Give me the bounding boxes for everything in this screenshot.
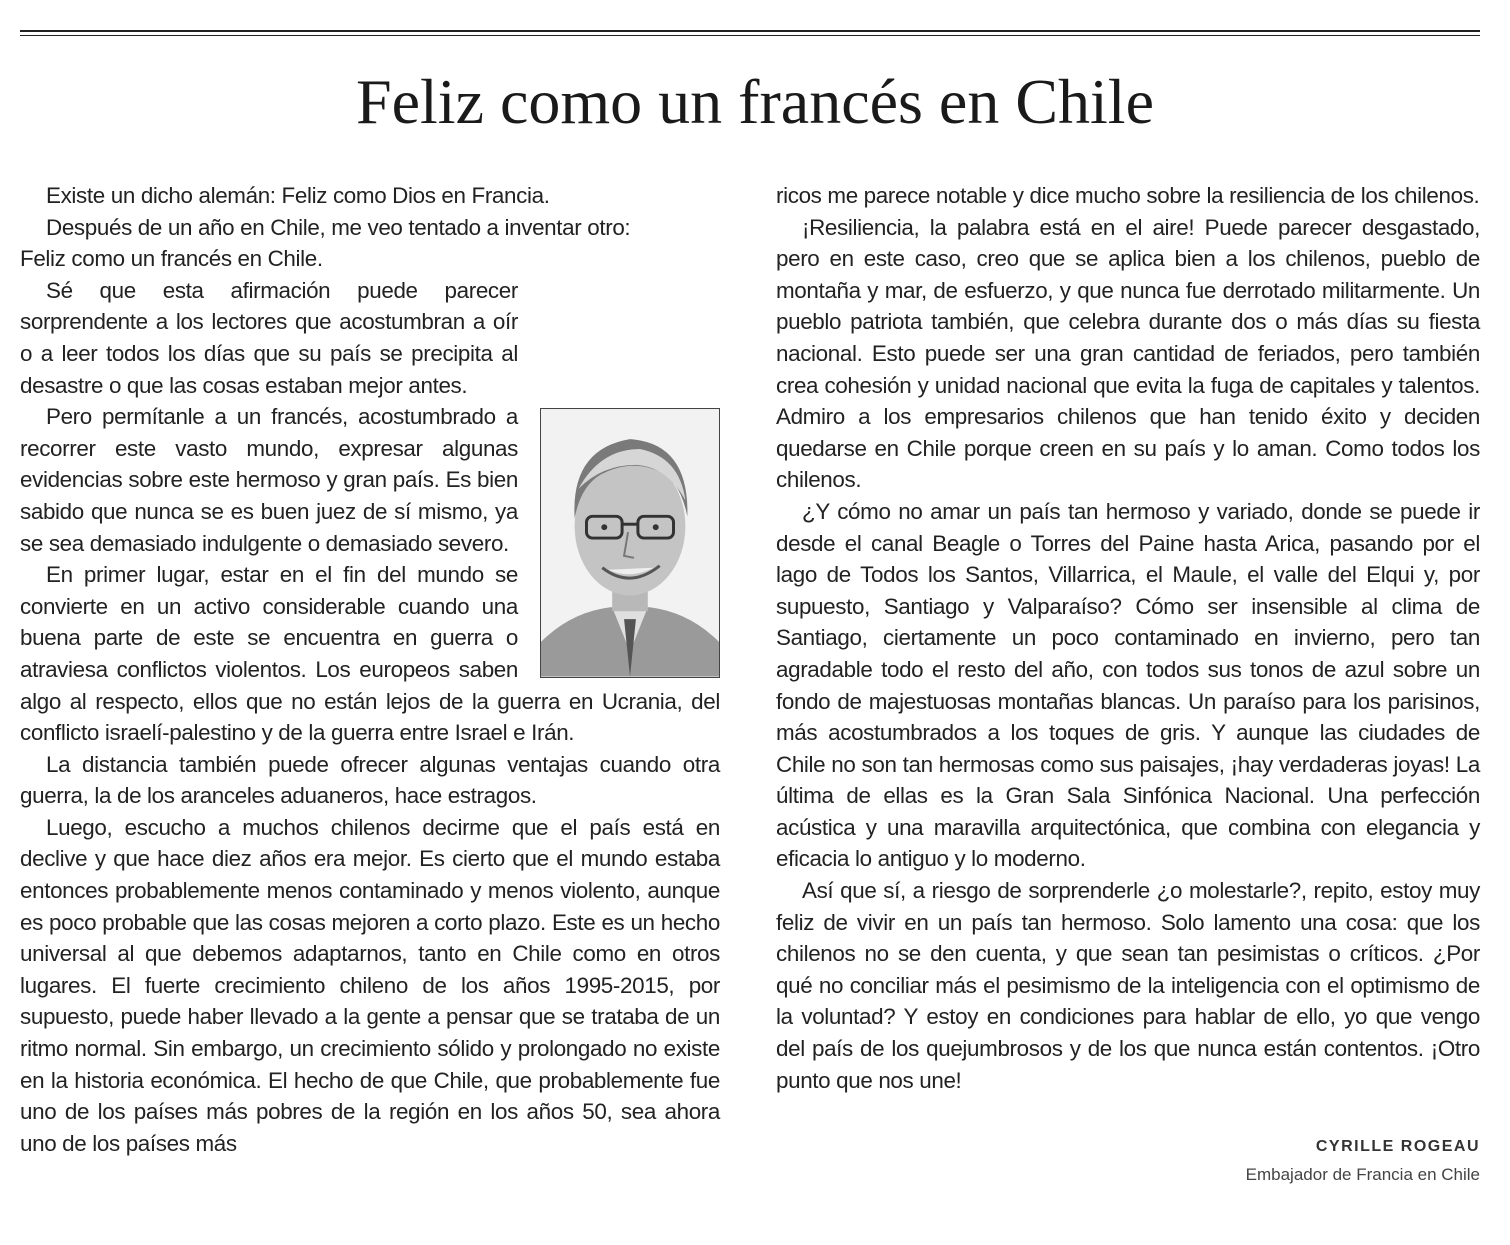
paragraph: Pero permítanle a un francés, acostumbrado a recorrer este vasto mundo, expresar algunas evidencias sobre este hermoso y gran país. Es bien sabido que nunca se es buen juez de sí mismo, ya se sea demasiado indulgente o demasiado severo. bbox=[20, 404, 518, 556]
author-name: CYRILLE ROGEAU bbox=[1315, 1138, 1480, 1155]
paragraph: En primer lugar, estar en el fin del mundo se convierte en un activo considerable cuando una buena parte de este se encuentra en guerra o atraviesa conflictos violentos. Los europeos saben algo al respecto, ellos que no están lejos de la guerra en Ucrania, del conflicto israelí-palestino y de la guerra entre Israel e Irán. bbox=[20, 562, 720, 746]
paragraph: ¿Y cómo no amar un país tan hermoso y variado, donde se puede ir desde el canal Beagle o Torres del Paine hasta Arica, pasando por el lago de Todos los Santos, Villarrica, el Maule, el valle del Elqui y, por supuesto, Santiago y Valparaíso? Cómo ser insensible al clima de Santiago, ciertamente un poco contaminado en invierno, pero tan agradable todo el resto del año, con todos sus tonos de azul sobre un fondo de majestuosas montañas blancas. Un paraíso para los parisinos, más acostumbrados a los toques de gris. Y aunque las ciudades de Chile no son tan hermosas como sus paisajes, ¡hay verdaderas joyas! La última de ellas es la Gran Sala Sinfónica Nacional. Una perfección acústica y una maravilla arquitectónica, que combina con elegancia y eficacia lo antiguo y lo moderno. bbox=[776, 498, 1480, 872]
article-title: Feliz como un francés en Chile bbox=[356, 66, 1154, 137]
paragraph: ¡Resiliencia, la palabra está en el aire! Puede parecer desgastado, pero en este caso, creo que se aplica bien a los chilenos, pueblo de montaña y mar, de esfuerzo, y que nunca fue derrotado militarmente. Un pueblo patriota también, que celebra durante dos o más días su fiesta nacional. Esto puede ser una gran cantidad de feriados, pero también crea cohesión y unidad nacional que evita la fuga de capitales y talentos. Admiro a los empresarios chilenos que han tenido éxito y deciden quedarse en Chile porque creen en su país y lo aman. Como todos los chilenos. bbox=[776, 214, 1480, 493]
paragraph: Sé que esta afirmación puede parecer sorprendente a los lectores que acostumbran a oír o a leer todos los días que su país se precipita al desastre o que las cosas estaban mejor antes. bbox=[20, 277, 518, 398]
author-portrait-image bbox=[541, 409, 719, 677]
author-role: Embajador de Francia en Chile bbox=[1245, 1165, 1480, 1184]
top-rule bbox=[20, 30, 1480, 32]
article-column-left bbox=[20, 180, 720, 1159]
author-signature bbox=[1246, 1134, 1480, 1190]
paragraph: Después de un año en Chile, me veo tentado a inventar otro: bbox=[46, 214, 631, 240]
paragraph: Feliz como un francés en Chile. bbox=[20, 246, 323, 272]
article-column-right bbox=[776, 180, 1480, 1096]
paragraph: ricos me parece notable y dice mucho sobre la resiliencia de los chilenos. bbox=[776, 183, 1480, 208]
paragraph: La distancia también puede ofrecer algunas ventajas cuando otra guerra, la de los aranceles aduaneros, hace estragos. bbox=[20, 751, 720, 809]
author-portrait bbox=[540, 408, 720, 678]
paragraph: Existe un dicho alemán: Feliz como Dios en Francia. bbox=[46, 183, 550, 208]
paragraph: Luego, escucho a muchos chilenos decirme que el país está en declive y que hace diez años era mejor. Es cierto que el mundo estaba entonces probablemente menos contaminado y menos violento, aunque es poco probable que las cosas mejoren a corto plazo. Este es un hecho universal al que debemos adaptarnos, tanto en Chile como en otros lugares. El fuerte crecimiento chileno de los años 1995-2015, por supuesto, puede haber llevado a la gente a pensar que se trataba de un ritmo normal. Sin embargo, un crecimiento sólido y prolongado no existe en la historia económica. El hecho de que Chile, que probablemente fue uno de los países más pobres de la región en los años 50, sea ahora uno de los países más bbox=[20, 814, 720, 1156]
paragraph: Así que sí, a riesgo de sorprenderle ¿o molestarle?, repito, estoy muy feliz de vivir en un país tan hermoso. Solo lamento una cosa: que los chilenos no se den cuenta, y que sean tan pesimistas o críticos. ¿Por qué no conciliar más el pesimismo de la inteligencia con el optimismo de la voluntad? Y estoy en condiciones para hablar de ello, yo que vengo del país de los quejumbrosos y de los que nunca están contentos. ¡Otro punto que nos une! bbox=[776, 878, 1480, 1093]
